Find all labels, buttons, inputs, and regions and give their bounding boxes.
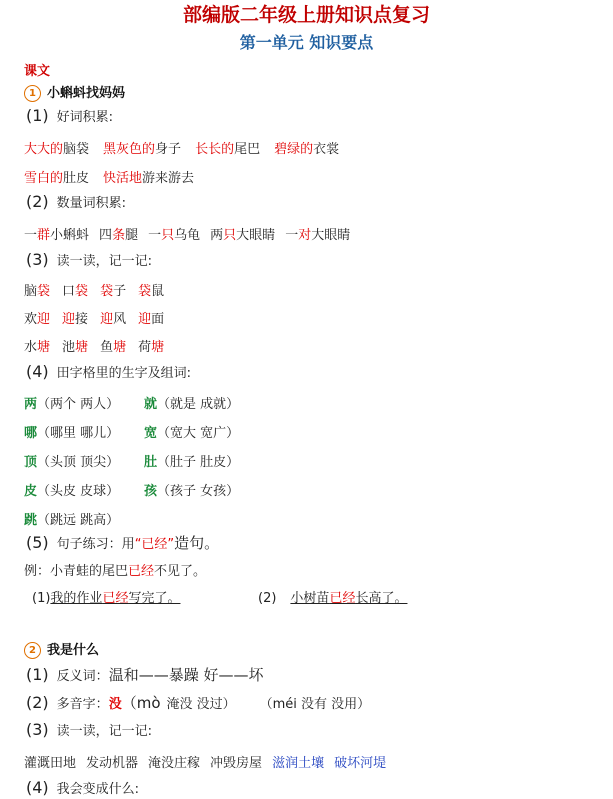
question-2: (2) 数量词积累:	[26, 192, 127, 211]
word-item: 荷塘	[138, 340, 165, 355]
word-item: 黑灰色的身子	[103, 142, 182, 157]
word-item: 口袋	[62, 284, 89, 299]
phrase-item: 发动机器	[86, 756, 139, 771]
word-item: 一群小蝌蚪	[24, 228, 90, 243]
word-item: 一对大眼睛	[285, 228, 351, 243]
example-sentence: 例：小青蛙的尾巴已经不见了。	[24, 564, 207, 579]
answer-2: (2) 小树苗已经长高了。	[258, 591, 408, 606]
word-item: 雪白的肚皮	[24, 171, 90, 186]
word-item: 长长的尾巴	[195, 142, 261, 157]
question-1: (1) 好词积累:	[26, 106, 114, 125]
char-entry: 两（两个 两人）	[24, 397, 120, 412]
lesson-heading-2	[24, 639, 99, 659]
question-2-4: (4) 我会变成什么:	[26, 778, 140, 797]
phrase-item: 淹没庄稼	[148, 756, 201, 771]
word-item: 袋子	[100, 284, 127, 299]
char-entry: 跳（跳远 跳高）	[24, 513, 120, 528]
char-entry: 顶（头顶 顶尖）	[24, 455, 120, 470]
question-4: (4) 田字格里的生字及组词:	[26, 362, 192, 381]
phrase-item: 滋润土壤	[272, 756, 325, 771]
read-row-2	[24, 308, 164, 327]
word-item: 欢迎	[24, 312, 51, 327]
word-item: 水塘	[24, 340, 51, 355]
char-entry: 宽（宽大 宽广）	[144, 426, 240, 441]
char-entry: 就（就是 成就）	[144, 397, 240, 412]
lesson-heading-1	[24, 82, 125, 102]
word-item: 鱼塘	[100, 340, 127, 355]
circled-number-2: 2	[24, 642, 41, 659]
word-item: 迎风	[100, 312, 127, 327]
page-title: 部编版二年级上册知识点复习	[182, 4, 430, 26]
phrase-item: 灌溉田地	[24, 756, 77, 771]
read-row-3	[24, 336, 164, 355]
word-item: 大大的脑袋	[24, 142, 90, 157]
word-item: 两只大眼睛	[210, 228, 276, 243]
quantity-words-row	[24, 224, 350, 243]
answer-1: (1)我的作业已经写完了。	[32, 591, 181, 606]
word-item: 池塘	[62, 340, 89, 355]
question-5: (5) 句子练习：用“已经”造句。	[26, 533, 220, 552]
read-row-1	[24, 280, 164, 299]
word-item: 迎面	[138, 312, 165, 327]
char-entry: 孩（孩子 女孩）	[144, 484, 240, 499]
phrases-row	[24, 752, 386, 771]
char-entry: 哪（哪里 哪儿）	[24, 426, 120, 441]
word-item: 脑袋	[24, 284, 51, 299]
phrase-item: 冲毁房屋	[210, 756, 263, 771]
word-item: 碧绿的衣裳	[274, 142, 340, 157]
circled-number-1: 1	[24, 85, 41, 102]
question-2-1: (1) 反义词：温和——暴躁 好——坏	[26, 665, 264, 684]
question-3: (3) 读一读，记一记:	[26, 250, 153, 269]
question-2-2: (2) 多音字：没（mò 淹没 没过） （méi 没有 没用）	[26, 693, 371, 712]
word-item: 快活地游来游去	[103, 171, 195, 186]
word-item: 迎接	[62, 312, 89, 327]
unit-subtitle: 第一单元 知识要点	[239, 33, 374, 52]
question-2-3: (3) 读一读，记一记:	[26, 720, 153, 739]
word-item: 一只乌龟	[148, 228, 201, 243]
lesson-title: 我是什么	[47, 643, 100, 658]
phrase-item: 破坏河堤	[334, 756, 387, 771]
good-words-row-1	[24, 138, 339, 157]
char-entry: 皮（头皮 皮球）	[24, 484, 120, 499]
word-item: 四条腿	[99, 228, 139, 243]
lesson-title: 小蝌蚪找妈妈	[47, 86, 126, 101]
word-item: 袋鼠	[138, 284, 165, 299]
char-entry: 肚（肚子 肚皮）	[144, 455, 240, 470]
section-heading: 课文	[24, 64, 51, 79]
good-words-row-2	[24, 167, 194, 186]
